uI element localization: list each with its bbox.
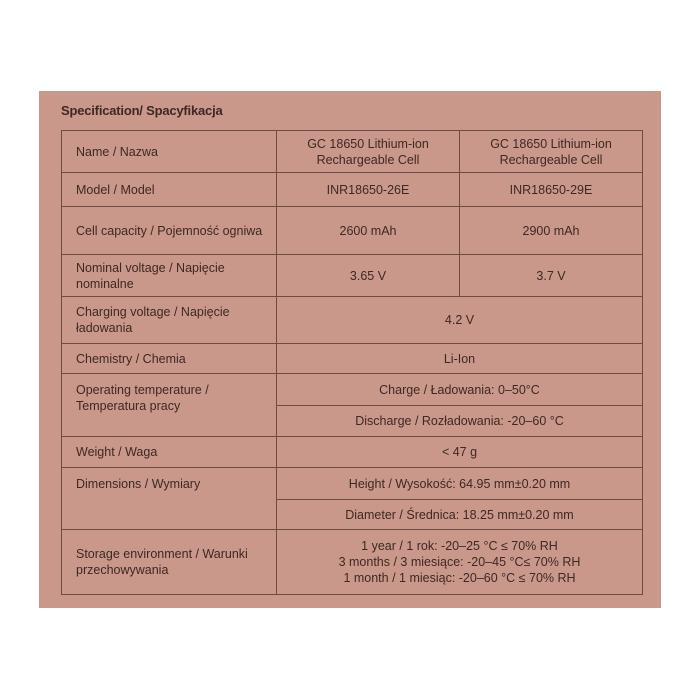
table-row — [62, 207, 643, 255]
capacity-label: Cell capacity / Pojemność ogniwa — [62, 207, 277, 255]
table-row — [62, 530, 643, 595]
storage-label: Storage environment / Warunki przechowywania — [62, 530, 277, 595]
table-row — [62, 255, 643, 297]
table-row — [62, 173, 643, 207]
nominal-voltage-value-1: 3.65 V — [277, 255, 460, 297]
table-row — [62, 297, 643, 344]
name-value-2: GC 18650 Lithium-ion Rechargeable Cell — [460, 131, 643, 173]
spec-title: Specification/ Spacyfikacja — [61, 103, 223, 118]
charging-voltage-label: Charging voltage / Napięcie ładowania — [62, 297, 277, 344]
table-row — [62, 131, 643, 173]
table-row — [62, 468, 643, 500]
operating-temperature-discharge: Discharge / Rozładowania: -20–60 °C — [277, 406, 643, 437]
storage-value — [277, 530, 643, 595]
weight-value: < 47 g — [277, 437, 643, 468]
nominal-voltage-label: Nominal voltage / Napięcie nominalne — [62, 255, 277, 297]
capacity-value-1: 2600 mAh — [277, 207, 460, 255]
table-row — [62, 374, 643, 406]
dimensions-height: Height / Wysokość: 64.95 mm±0.20 mm — [277, 468, 643, 500]
nominal-voltage-value-2: 3.7 V — [460, 255, 643, 297]
model-value-2: INR18650-29E — [460, 173, 643, 207]
operating-temperature-label: Operating temperature / Temperatura pracy — [62, 374, 277, 437]
name-value-1: GC 18650 Lithium-ion Rechargeable Cell — [277, 131, 460, 173]
table-row — [62, 437, 643, 468]
spec-table — [61, 130, 643, 595]
chemistry-value: Li-Ion — [277, 344, 643, 374]
model-label: Model / Model — [62, 173, 277, 207]
name-label: Name / Nazwa — [62, 131, 277, 173]
dimensions-diameter: Diameter / Średnica: 18.25 mm±0.20 mm — [277, 500, 643, 530]
charging-voltage-value: 4.2 V — [277, 297, 643, 344]
dimensions-label: Dimensions / Wymiary — [62, 468, 277, 530]
model-value-1: INR18650-26E — [277, 173, 460, 207]
storage-line-3: 1 month / 1 miesiąc: -20–60 °C ≤ 70% RH — [343, 571, 576, 585]
table-row — [62, 344, 643, 374]
capacity-value-2: 2900 mAh — [460, 207, 643, 255]
weight-label: Weight / Waga — [62, 437, 277, 468]
chemistry-label: Chemistry / Chemia — [62, 344, 277, 374]
operating-temperature-charge: Charge / Ładowania: 0–50°C — [277, 374, 643, 406]
storage-line-1: 1 year / 1 rok: -20–25 °C ≤ 70% RH — [361, 539, 558, 553]
storage-line-2: 3 months / 3 miesiące: -20–45 °C≤ 70% RH — [338, 555, 581, 569]
